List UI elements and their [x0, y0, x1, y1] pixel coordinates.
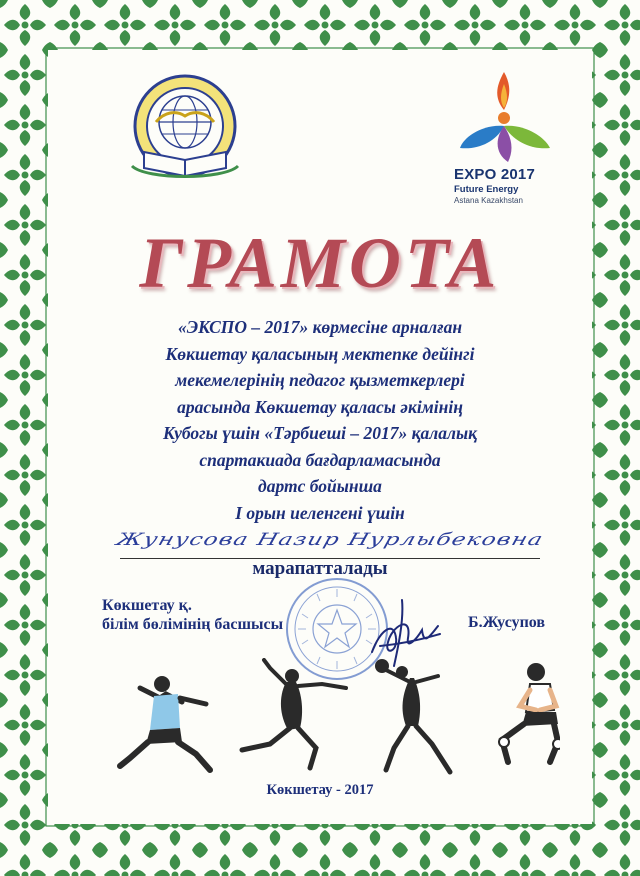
body-line: мекемелерінің педагог қызметкерлері [175, 370, 465, 390]
signatory-line-2: білім бөлімінің басшысы [102, 616, 284, 633]
awarded-text: марапатталады [252, 558, 388, 579]
expo-logo [454, 70, 564, 220]
body-line: Көкшетау қаласының мектепке дейінгі [165, 343, 475, 364]
body-line: арасында Көкшетау қаласы әкімінің [177, 396, 463, 417]
body-line: спартакиада бағдарламасында [199, 449, 441, 470]
volleyball-players-illustration [110, 658, 560, 778]
volleyball-player-1-icon [120, 676, 210, 770]
expo-location: Astana Kazakhstan [454, 196, 523, 205]
volleyball-player-2-icon [242, 660, 346, 768]
volleyball-player-4-icon [499, 663, 560, 762]
signatory-line-1: Көкшетау қ. [102, 597, 192, 614]
body-line: дартс бойынша [258, 476, 382, 496]
volleyball-player-3-icon [375, 659, 450, 772]
expo-title: EXPO 2017 [454, 166, 536, 183]
certificate-content [50, 52, 590, 822]
recipient-name-line [113, 530, 547, 559]
signatory-name: Б.Жусупов [468, 614, 546, 631]
education-department-logo-icon [126, 70, 244, 188]
footer-place-year: Көкшетау - 2017 [266, 782, 374, 798]
recipient-name: Жунусова Назир Нурлыбековна [113, 530, 547, 550]
expo-subtitle: Future Energy [454, 184, 519, 195]
body-line: І орын иеленгені үшін [235, 502, 405, 523]
expo-flame-icon [454, 70, 564, 166]
body-line: Кубогы үшін «Тәрбиеші – 2017» қалалық [163, 423, 477, 443]
certificate-body [50, 314, 590, 526]
body-line: «ЭКСПО – 2017» көрмесіне арналған [177, 317, 463, 337]
signatory-title [102, 596, 283, 634]
certificate-title: ГРАМОТА [139, 223, 501, 303]
